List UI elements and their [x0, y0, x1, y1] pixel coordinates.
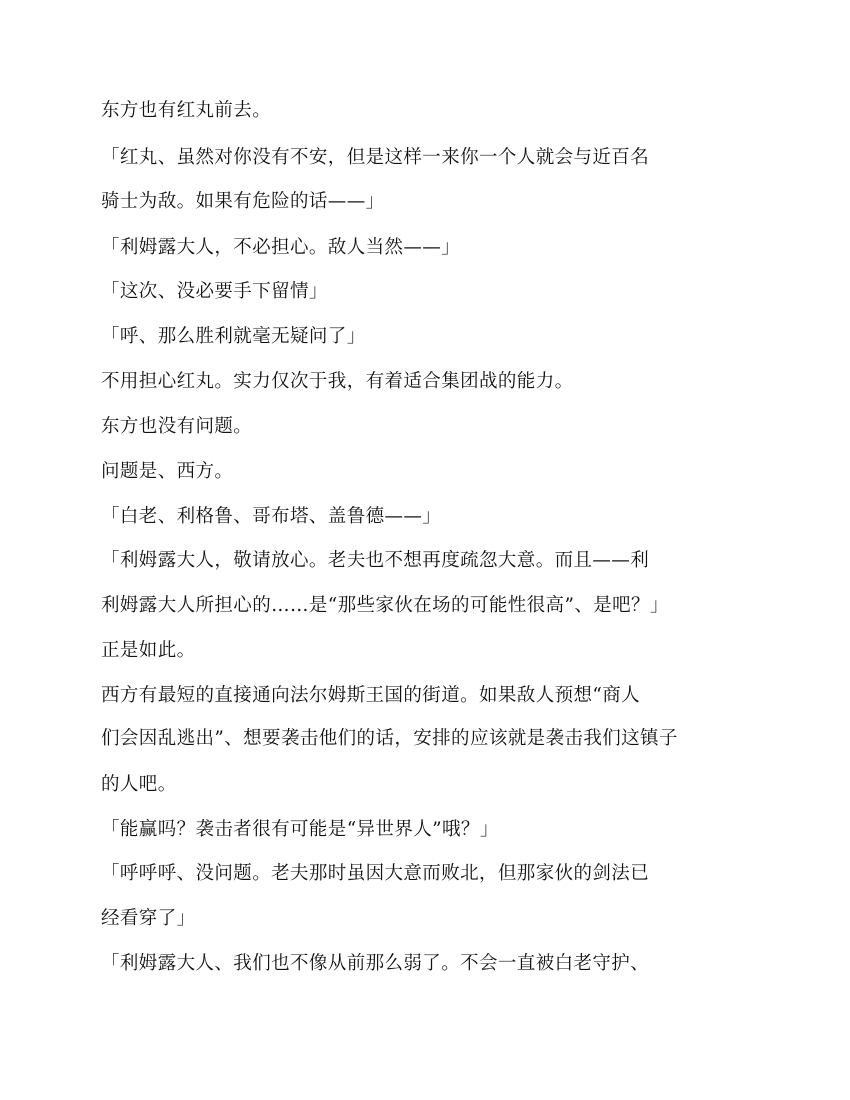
text-line: 「能赢吗？袭击者很有可能是“异世界人”哦？」 [101, 819, 499, 840]
text-line: 不用担心红丸。实力仅次于我，有着适合集团战的能力。 [101, 371, 574, 392]
text-line: 问题是、西方。 [101, 461, 234, 482]
text-line: 们会因乱逃出”、想要袭击他们的话，安排的应该就是袭击我们这镇子 [101, 728, 678, 749]
text-line: 利姆露大人所担心的……是“那些家伙在场的可能性很高”、是吧？」 [101, 595, 669, 616]
text-line: 「呼呼呼、没问题。老夫那时虽因大意而败北，但那家伙的剑法已 [101, 863, 650, 884]
text-line: 「利姆露大人，敬请放心。老夫也不想再度疏忽大意。而且——利 [101, 550, 650, 571]
text-line: 「白老、利格鲁、哥布塔、盖鲁德——」 [101, 506, 442, 527]
text-line: 东方也没有问题。 [101, 416, 253, 437]
text-line: 骑士为敌。如果有危险的话——」 [101, 191, 385, 212]
text-line: 「这次、没必要手下留情」 [101, 281, 328, 302]
text-line: 「利姆露大人、我们也不像从前那么弱了。不会一直被白老守护、 [101, 953, 650, 974]
text-line: 正是如此。 [101, 640, 196, 661]
text-line: 「呼、那么胜利就毫无疑问了」 [101, 326, 366, 347]
text-line: 西方有最短的直接通向法尔姆斯王国的街道。如果敌人预想“商人 [101, 685, 641, 706]
text-line: 「红丸、虽然对你没有不安，但是这样一来你一个人就会与近百名 [101, 147, 650, 168]
text-line: 经看穿了」 [101, 908, 196, 929]
text-line: 东方也有红丸前去。 [101, 100, 272, 121]
text-line: 「利姆露大人，不必担心。敌人当然——」 [101, 237, 461, 258]
text-line: 的人吧。 [101, 774, 177, 795]
